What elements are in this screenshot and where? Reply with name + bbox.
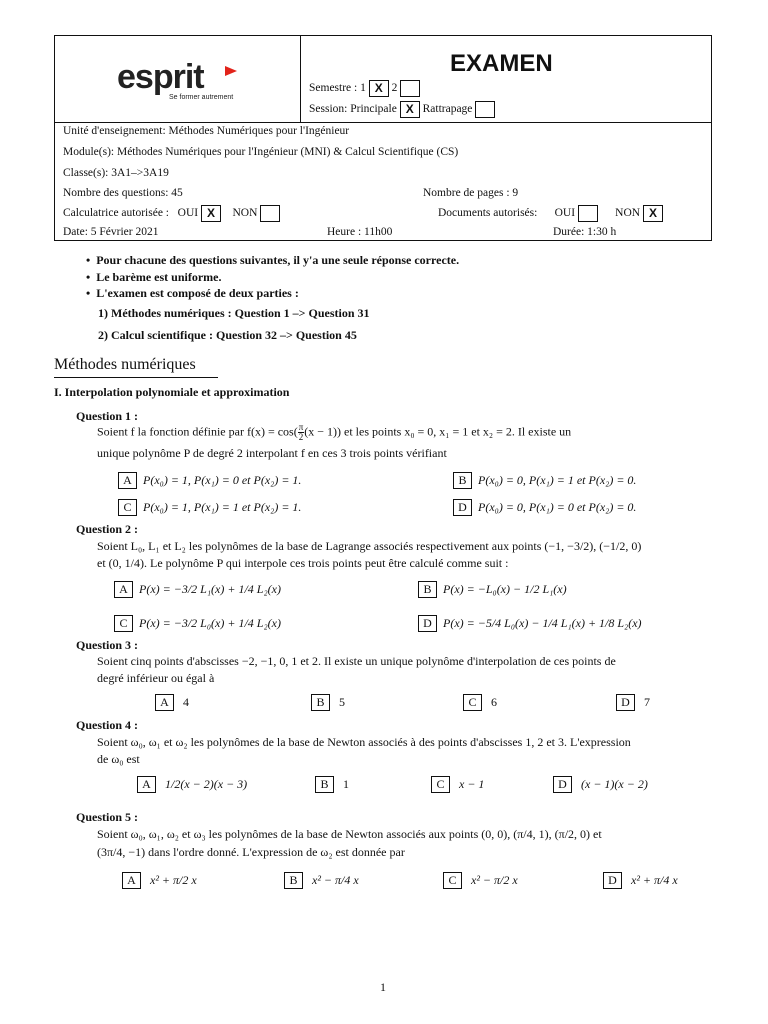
calculatrice-row — [63, 205, 280, 222]
q5-option-c[interactable] — [443, 872, 518, 889]
logo-text: esprit — [117, 58, 204, 96]
option-text: P(x) = −3/2 L₁(x) + 1/4 L₂(x) — [139, 582, 281, 596]
calc-non-checkbox[interactable] — [260, 205, 280, 222]
option-letter: C — [114, 615, 133, 632]
header-divider-vertical — [300, 36, 301, 122]
logo-tagline: Se former autrement — [169, 94, 234, 101]
section-underline — [54, 377, 218, 378]
option-letter: B — [418, 581, 437, 598]
question-1-line-2: unique polynôme P de degré 2 interpolant f en ces 3 trois points vérifiant — [97, 446, 447, 460]
rattrapage-label: Rattrapage — [422, 103, 473, 116]
part-1: 1) Méthodes numériques : Question 1 –> Question 31 — [98, 306, 370, 320]
semestre-label: Semestre : 1 — [309, 82, 366, 95]
option-letter: C — [431, 776, 450, 793]
question-2-line-2: et (0, 1/4). Le polynôme P qui interpole ces trois points peut être calculé comme suit : — [97, 556, 509, 570]
option-text: x² − π/2 x — [471, 873, 518, 887]
instruction-text: Le barème est uniforme. — [96, 269, 222, 284]
docs-non-label: NON — [615, 207, 641, 220]
question-3-line-1: Soient cinq points d'abscisses −2, −1, 0, 1 et 2. Il existe un unique polynôme d'interpolation de ces points de — [97, 654, 616, 668]
option-text: P(x₀) = 0, P(x₁) = 0 et P(x₂) = 0. — [478, 500, 637, 514]
question-2-title: Question 2 : — [76, 522, 139, 536]
docs-non-checkbox[interactable]: X — [643, 205, 663, 222]
q4-option-d[interactable] — [553, 776, 648, 793]
calc-label: Calculatrice autorisée : — [63, 207, 170, 220]
question-2-line-1: Soient L₀, L₁ et L₂ les polynômes de la base de Lagrange associés respectivement aux points (−1, −3/2), (−1/2, 0) — [97, 539, 642, 553]
exam-date: Date: 5 Février 2021 — [63, 226, 159, 238]
q1-text-a: Soient f la fonction définie par f(x) = cos( — [97, 424, 298, 439]
esprit-logo — [117, 58, 234, 101]
option-text: (x − 1)(x − 2) — [581, 777, 648, 791]
question-3-title: Question 3 : — [76, 638, 139, 652]
q2-option-d[interactable] — [418, 615, 642, 632]
option-letter: D — [453, 499, 472, 516]
option-letter: B — [315, 776, 334, 793]
question-4-line-1: Soient ω₀, ω₁ et ω₂ les polynômes de la base de Newton associés à des points d'abscisses 1, 2 et 3. L'expression — [97, 735, 631, 749]
instructions-list — [86, 252, 459, 302]
q1-option-a[interactable] — [118, 472, 301, 489]
exam-title: EXAMEN — [450, 50, 553, 77]
option-letter: D — [418, 615, 437, 632]
exam-header — [54, 35, 712, 241]
q5-option-d[interactable] — [603, 872, 678, 889]
option-letter: D — [553, 776, 572, 793]
q1-option-b[interactable] — [453, 472, 636, 489]
option-text: P(x) = −L₀(x) − 1/2 L₁(x) — [443, 582, 567, 596]
q4-option-c[interactable] — [431, 776, 484, 793]
question-1-title: Question 1 : — [76, 409, 139, 423]
classes-line: Classe(s): 3A1–>3A19 — [63, 167, 169, 179]
semestre-2-checkbox[interactable] — [400, 80, 420, 97]
calc-non-label: NON — [232, 207, 258, 220]
option-text: 1/2(x − 2)(x − 3) — [165, 777, 248, 791]
session-principale-checkbox[interactable]: X — [400, 101, 420, 118]
q1-option-c[interactable] — [118, 499, 301, 516]
q3-option-d[interactable] — [616, 694, 650, 711]
option-letter: B — [453, 472, 472, 489]
q3-option-a[interactable] — [155, 694, 189, 711]
option-text: x − 1 — [459, 777, 485, 791]
q3-option-b[interactable] — [311, 694, 345, 711]
docs-oui-checkbox[interactable] — [578, 205, 598, 222]
option-text: x² − π/4 x — [312, 873, 359, 887]
option-text: P(x₀) = 1, P(x₁) = 1 et P(x₂) = 1. — [143, 500, 302, 514]
question-1-line-1 — [97, 423, 571, 442]
option-text: P(x₀) = 0, P(x₁) = 1 et P(x₂) = 0. — [478, 473, 637, 487]
section-title: Méthodes numériques — [54, 356, 196, 373]
q5-option-b[interactable] — [284, 872, 359, 889]
exam-heure: Heure : 11h00 — [327, 226, 393, 238]
q5-option-a[interactable] — [122, 872, 197, 889]
instruction-item: • L'examen est composé de deux parties : — [86, 286, 299, 300]
q1-frac-den: 2 — [298, 432, 304, 442]
q1-option-d[interactable] — [453, 499, 636, 516]
semestre-1-checkbox[interactable]: X — [369, 80, 389, 97]
q4-option-b[interactable] — [315, 776, 349, 793]
session-label: Session: Principale — [309, 103, 397, 116]
nb-pages: Nombre de pages : 9 — [423, 187, 519, 199]
option-text: x² + π/2 x — [150, 873, 197, 887]
question-3-line-2: degré inférieur ou égal à — [97, 671, 215, 685]
calc-oui-label: OUI — [177, 207, 199, 220]
nb-questions: Nombre des questions: 45 — [63, 187, 183, 199]
page-number: 1 — [380, 980, 386, 994]
option-text: 6 — [491, 695, 497, 709]
q1-frac-num: π — [298, 422, 304, 432]
subsection-title: I. Interpolation polynomiale et approximation — [54, 385, 290, 399]
session-row — [309, 101, 495, 118]
q2-option-b[interactable] — [418, 581, 567, 598]
question-5-line-1: Soient ω₀, ω₁, ω₂ et ω₃ les polynômes de la base de Newton associés aux points (0, 0), (π/4, 1), (π/2, 0) et — [97, 827, 602, 841]
rattrapage-checkbox[interactable] — [475, 101, 495, 118]
option-letter: D — [603, 872, 622, 889]
question-4-title: Question 4 : — [76, 718, 139, 732]
option-letter: A — [118, 472, 137, 489]
option-text: x² + π/4 x — [631, 873, 678, 887]
option-text: P(x) = −5/4 L₀(x) − 1/4 L₁(x) + 1/8 L₂(x) — [443, 616, 642, 630]
option-letter: C — [443, 872, 462, 889]
documents-row — [438, 205, 663, 222]
option-letter: B — [311, 694, 330, 711]
option-letter: C — [463, 694, 482, 711]
header-divider-horizontal — [55, 122, 711, 123]
docs-oui-label: OUI — [554, 207, 576, 220]
option-text: 7 — [644, 695, 650, 709]
part-2: 2) Calcul scientifique : Question 32 –> Question 45 — [98, 328, 357, 342]
option-letter: C — [118, 499, 137, 516]
q1-text-b: (x − 1)) et les points x₀ = 0, x₁ = 1 et x₂ = 2. Il existe un — [304, 424, 572, 439]
option-text: 1 — [343, 777, 349, 791]
modules-line: Module(s): Méthodes Numériques pour l'Ingénieur (MNI) & Calcul Scientifique (CS) — [63, 146, 459, 158]
option-letter: B — [284, 872, 303, 889]
q3-option-c[interactable] — [463, 694, 497, 711]
calc-oui-checkbox[interactable]: X — [201, 205, 221, 222]
exam-duree: Durée: 1:30 h — [553, 226, 617, 238]
instruction-text: Pour chacune des questions suivantes, il y'a une seule réponse correcte. — [96, 253, 460, 267]
option-letter: A — [114, 581, 133, 598]
option-letter: A — [155, 694, 174, 711]
logo-flag-icon — [225, 66, 237, 76]
question-5-title: Question 5 : — [76, 810, 139, 824]
option-letter: D — [616, 694, 635, 711]
option-letter: A — [137, 776, 156, 793]
docs-label: Documents autorisés: — [438, 207, 538, 220]
option-text: P(x) = −3/2 L₀(x) + 1/4 L₂(x) — [139, 616, 281, 630]
option-letter: A — [122, 872, 141, 889]
q4-option-a[interactable] — [137, 776, 247, 793]
unite-line: Unité d'enseignement: Méthodes Numériques pour l'Ingénieur — [63, 125, 350, 137]
option-text: 4 — [183, 695, 189, 709]
q2-option-c[interactable] — [114, 615, 281, 632]
instruction-item: • Le barème est uniforme. — [86, 269, 222, 284]
option-text: P(x₀) = 1, P(x₁) = 0 et P(x₂) = 1. — [143, 473, 302, 487]
instruction-text: L'examen est composé de deux parties : — [96, 286, 299, 300]
semestre-row — [309, 80, 420, 97]
option-text: 5 — [339, 695, 345, 709]
instruction-item: • Pour chacune des questions suivantes, il y'a une seule réponse correcte. — [86, 253, 460, 267]
semestre-2-label: 2 — [391, 82, 398, 95]
question-4-line-2: de ω₀ est — [97, 752, 140, 766]
question-5-line-2: (3π/4, −1) dans l'ordre donné. L'expression de ω₂ est donnée par — [97, 845, 405, 859]
q2-option-a[interactable] — [114, 581, 281, 598]
